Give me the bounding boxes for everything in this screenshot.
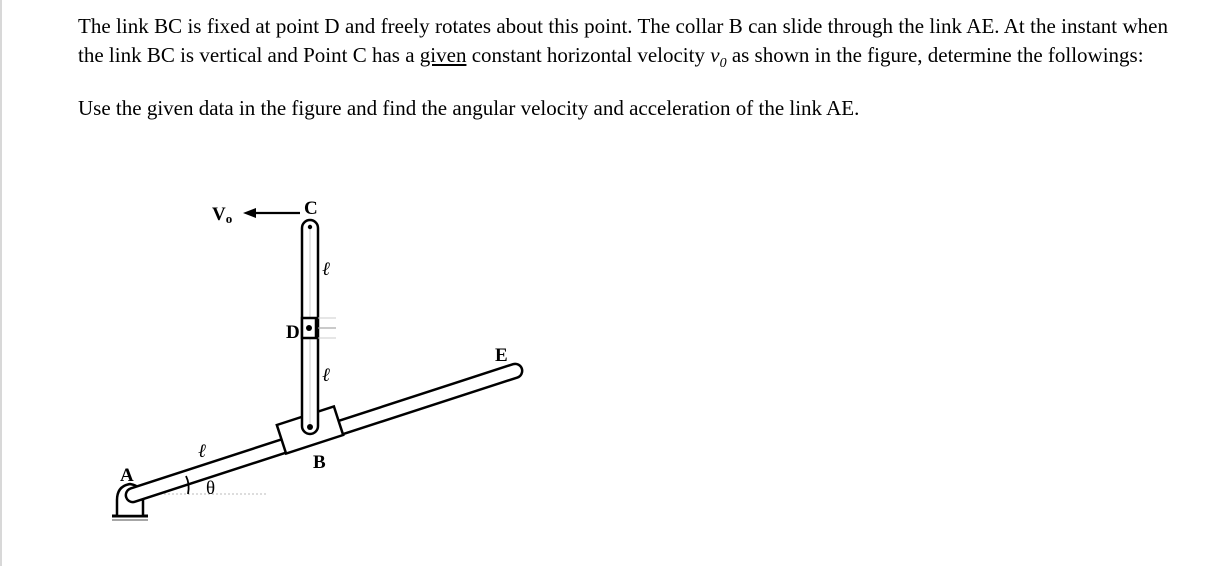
label-v0-subscript: o: [225, 211, 233, 226]
given-underlined: given: [419, 42, 467, 67]
label-theta: θ: [206, 478, 216, 499]
label-length-top: ℓ: [322, 259, 330, 280]
problem-text-part: constant horizontal velocity: [466, 42, 711, 67]
label-A: A: [120, 465, 134, 486]
v0-subscript: 0: [719, 55, 727, 71]
v0-letter: v: [710, 42, 720, 67]
label-length-mid: ℓ: [322, 365, 330, 386]
problem-text-part: The link BC is fixed at point D and freely rotates about this point. The collar B can slide through the link AE. At the instant when the link BC is vertical and Point C has a: [78, 14, 1168, 67]
label-C: C: [304, 198, 318, 219]
problem-text-part: as shown in the figure, determine the followings:: [726, 42, 1144, 67]
label-v0: [212, 204, 232, 226]
label-v0-letter: V: [212, 204, 226, 225]
problem-paragraph-2: Use the given data in the figure and find the angular velocity and acceleration of the link AE.: [78, 96, 860, 121]
label-B: B: [313, 452, 326, 473]
velocity-arrow-v0: [243, 208, 300, 218]
label-length-bottom: ℓ: [198, 441, 206, 462]
label-E: E: [495, 345, 508, 366]
label-D: D: [286, 322, 300, 343]
